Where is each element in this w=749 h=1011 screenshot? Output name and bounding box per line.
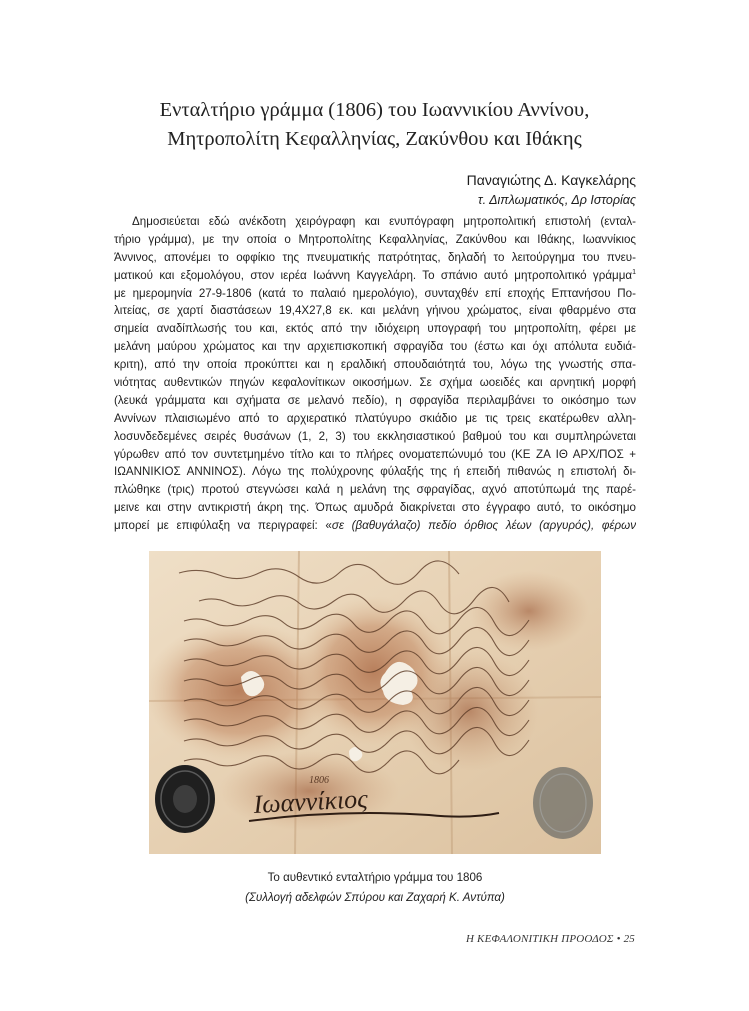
body-paragraph xyxy=(114,213,636,535)
title-line-2: Μητροπολίτη Κεφαλληνίας, Ζακύνθου και Ιθάκης xyxy=(167,128,582,150)
title-line-1: Ενταλτήριο γράμμα (1806) του Ιωαννικίου Αννίνου, xyxy=(159,99,590,121)
author-name: Παναγιώτης Δ. Καγκελάρης xyxy=(466,172,636,188)
body-line: με ημερομηνία 27-9-1806 (κατά το παλαιό ημερολόγιο), συνταχθέν επί εποχής Επτανήσου Πο- xyxy=(114,286,636,300)
manuscript-image xyxy=(149,551,601,854)
body-line: πλώθηκε (τρις) προτού στεγνώσει καλά η μελάνη της σφραγίδας, αχνό αποτύπωμά της παρέ- xyxy=(114,483,636,497)
seal-imprint xyxy=(533,767,593,839)
body-line-plain: μπορεί με επιφύλαξη να περιγραφεί: « xyxy=(114,519,332,533)
footnote-mark[interactable]: 1 xyxy=(632,268,636,276)
body-line: κριτη), από την οποία προκύπτει και η εραλδική σπουδαιότητά του, λόγω της γνωστής σπα- xyxy=(114,358,636,372)
body-line: λοσυνδεδεμένες σειρές θυσάνων (1, 2, 3) του εκκλησιαστικού βαθμού του και συμπληρώνεται xyxy=(114,429,636,443)
manuscript-photo xyxy=(149,551,601,854)
running-footer xyxy=(466,933,635,945)
caption-text: Το αυθεντικό ενταλτήριο γράμμα του 1806 xyxy=(267,871,483,884)
article-title xyxy=(60,96,689,154)
page-number: 25 xyxy=(623,933,635,945)
body-line: νιότητας αυθεντικών πηγών κεφαλονίτικων οικοσήμων. Σε σχήμα ωοειδές και αρνητική μορφή xyxy=(114,376,636,390)
footer-separator: • xyxy=(616,933,621,945)
body-line-last xyxy=(114,517,636,535)
body-line: γύρωθεν από τον συντετμημένο τίτλο και το πλήρες ονοματεπώνυμό του (ΚΕ ΖΑ ΙΘ ΑΡΧ/ΠΟΣ + xyxy=(114,447,636,461)
author-role: τ. Διπλωματικός, Δρ Ιστορίας xyxy=(477,193,636,207)
signature: Ιωαννίκιος xyxy=(252,784,369,819)
body-line: (λευκά γράμματα και σχήματα σε μελανό πεδίο), η σφραγίδα περιλαμβάνει το οικόσημο των xyxy=(114,393,636,407)
figure-caption xyxy=(114,868,636,908)
date-scrawl: 1806 xyxy=(309,775,329,786)
body-line: λιτείας, σε χαρτί διαστάσεων 19,4Χ27,8 εκ. και μελάνη γήινου χρώματος, είναι φθαρμένο στα xyxy=(114,304,636,318)
body-line: Δημοσιεύεται εδώ ανέκδοτη χειρόγραφη και ενυπόγραφη μητροπολιτική επιστολή (ενταλ- xyxy=(132,215,636,228)
body-line: τήριο γράμμα), με την οποία ο Μητροπολίτης Κεφαλληνίας, Ζακύνθου και Ιθάκης, Ιωαννίκιος xyxy=(114,232,636,246)
author-block xyxy=(467,170,636,210)
body-line-with-footnote xyxy=(114,267,636,285)
journal-title: Η ΚΕΦΑΛΟΝΙΤΙΚΗ ΠΡΟΟΔΟΣ xyxy=(465,933,614,945)
stain xyxy=(469,571,589,651)
body-line-italic: σε (βαθυγάλαζο) πεδίο όρθιος λέων (αργυρός), φέρων xyxy=(331,519,636,533)
body-line-text: ματικού και εξομολόγου, στον ιερέα Ιωάννη Καγγελάρη. Το σπάνιο αυτό μητροπολιτικό γράμμα xyxy=(114,268,633,282)
caption-source: (Συλλογή αδελφών Σπύρου και Ζαχαρή Κ. Αντύπα) xyxy=(245,891,505,904)
body-line: μελάνη μαύρου χρώματος και την αρχιεπισκοπική σφραγίδα του (έστω και όχι απόλυτα ευδιά- xyxy=(114,340,636,354)
body-line: Άννινος, απονέμει το οφφίκιο της πνευματικής πατρότητας, δηλαδή το λειτούργημα του πνευ- xyxy=(114,250,636,264)
body-line: Αννίνων πλαισιωμένο από το αρχιερατικό πλατύγυρο σκιάδιο με τις τρεις εκατέρωθεν αλλη- xyxy=(114,411,636,425)
body-line: ΙΩΑΝΝΙΚΙΟΣ ΑΝΝΙΝΟΣ). Λόγω της πολύχρονης φύλαξής της ή επειδή πιθανώς η επιστολή δι- xyxy=(114,465,636,479)
body-line: σημεία αναδίπλωσής του και, εκτός από την ιδιόχειρη υπογραφή του μητροπολίτη, φέρει με xyxy=(114,322,636,336)
body-line: μεινε και στην αντικριστή άκρη της. Όπως αμυδρά διακρίνεται στο έγγραφο αυτό, το οικόσημο xyxy=(114,501,636,515)
